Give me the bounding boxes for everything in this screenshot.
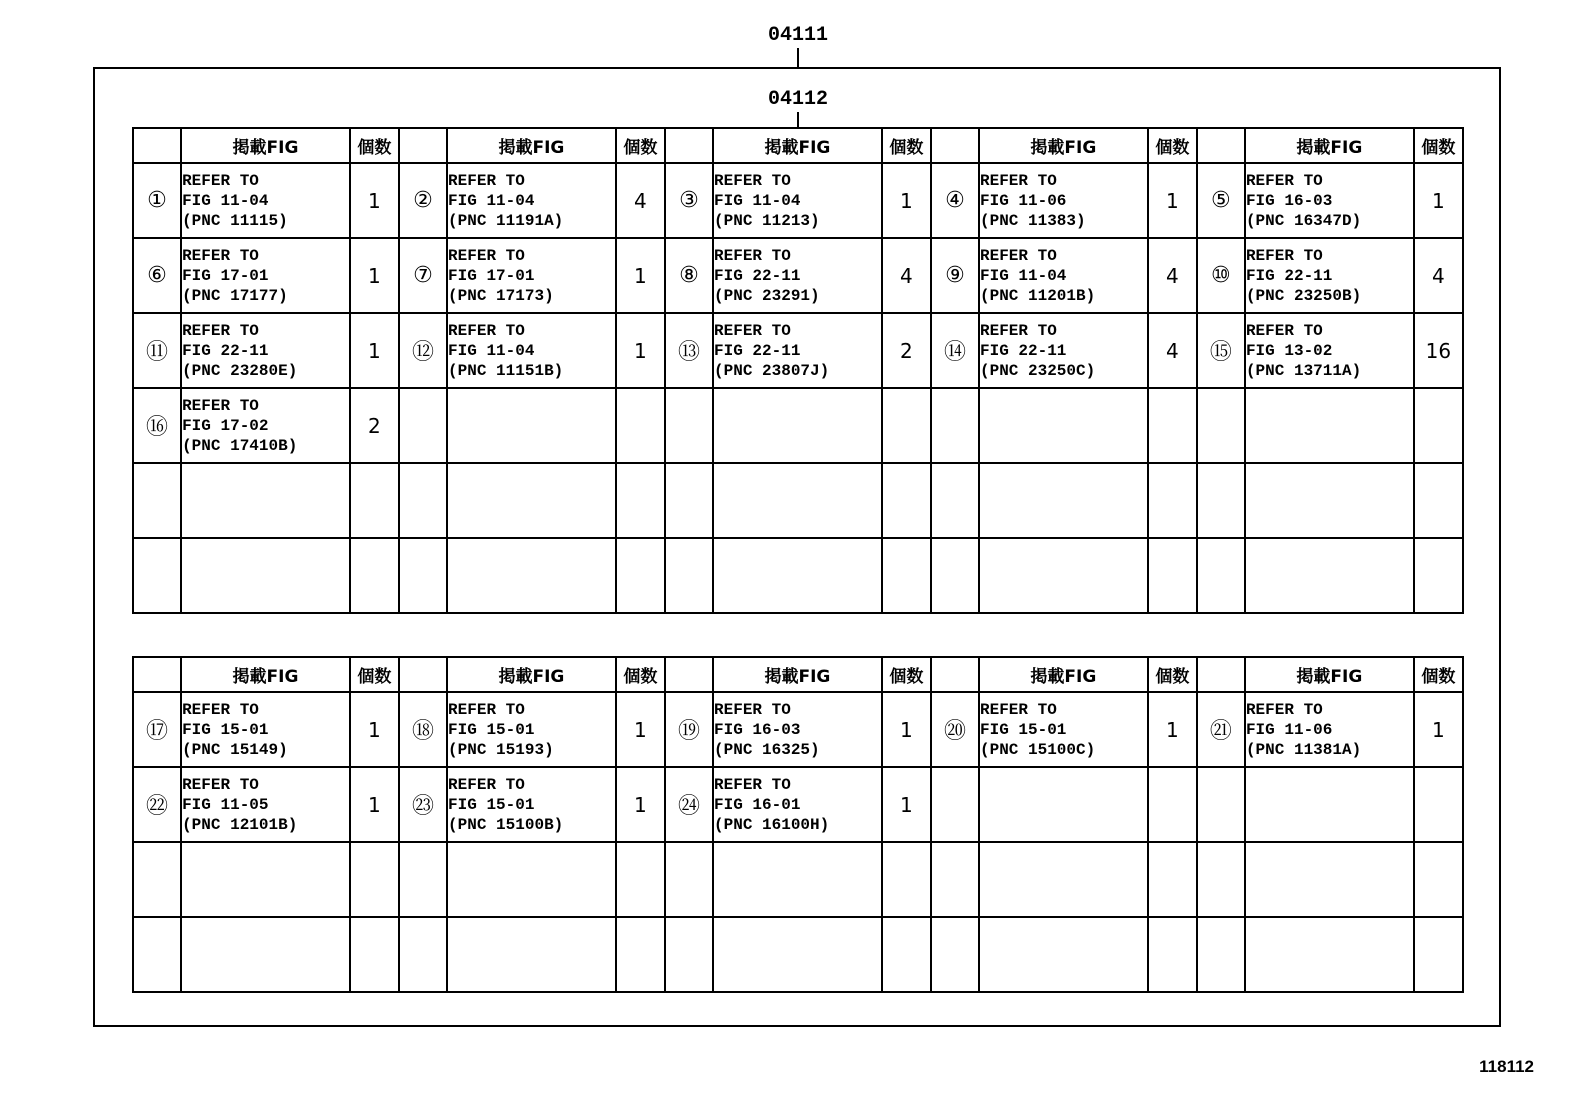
header-qty: 個数 [1148, 657, 1197, 692]
item-quantity: 4 [616, 163, 665, 238]
figure-reference [979, 238, 1148, 313]
item-quantity: 1 [350, 692, 399, 767]
reference-line: REFER TO [1245, 171, 1323, 190]
figure-reference [713, 917, 882, 992]
table-row [133, 388, 1463, 463]
item-number [399, 463, 447, 538]
item-quantity: 1 [616, 692, 665, 767]
reference-line: FIG 11-06 [979, 191, 1067, 210]
figure-reference [979, 313, 1148, 388]
item-number: ① [133, 163, 181, 238]
header-qty: 個数 [1148, 128, 1197, 163]
item-number [931, 388, 979, 463]
item-quantity: 1 [350, 313, 399, 388]
figure-reference [1245, 388, 1414, 463]
figure-reference [181, 842, 350, 917]
reference-line: REFER TO [979, 321, 1057, 340]
item-quantity: 1 [350, 767, 399, 842]
reference-line: (PNC 16325) [714, 740, 820, 759]
item-number [133, 917, 181, 992]
item-number [133, 538, 181, 613]
figure-reference [181, 692, 350, 767]
header-num-cell [931, 657, 979, 692]
reference-line: REFER TO [979, 171, 1057, 190]
item-quantity: 1 [616, 238, 665, 313]
figure-reference [1245, 767, 1414, 842]
item-number [931, 917, 979, 992]
item-quantity [1148, 767, 1197, 842]
item-number: ⑤ [1197, 163, 1245, 238]
parts-table-bottom [132, 656, 1464, 993]
item-quantity: 1 [1148, 692, 1197, 767]
reference-line: FIG 11-06 [1245, 720, 1333, 739]
table-row [133, 463, 1463, 538]
item-quantity: 4 [882, 238, 931, 313]
item-quantity: 1 [1148, 163, 1197, 238]
item-number [665, 842, 713, 917]
reference-line: REFER TO [448, 246, 525, 265]
reference-line: (PNC 23807J) [714, 361, 830, 380]
figure-reference [713, 313, 882, 388]
item-number: ⑬ [665, 313, 713, 388]
figure-reference [979, 692, 1148, 767]
figure-reference [181, 463, 350, 538]
item-number: ⑱ [399, 692, 447, 767]
item-number [931, 767, 979, 842]
figure-reference [447, 463, 616, 538]
item-quantity [616, 842, 665, 917]
item-number [1197, 388, 1245, 463]
header-qty: 個数 [882, 657, 931, 692]
reference-line: (PNC 11381A) [1245, 740, 1362, 759]
item-number [133, 842, 181, 917]
item-number: ⑮ [1197, 313, 1245, 388]
item-quantity: 1 [882, 767, 931, 842]
item-quantity: 1 [616, 767, 665, 842]
figure-reference [979, 767, 1148, 842]
header-fig: 掲載FIG [447, 657, 616, 692]
header-num-cell [931, 128, 979, 163]
reference-line: REFER TO [714, 321, 791, 340]
item-number [399, 917, 447, 992]
header-fig: 掲載FIG [181, 657, 350, 692]
reference-line: FIG 17-02 [182, 416, 269, 435]
reference-line: REFER TO [979, 700, 1057, 719]
reference-line: (PNC 23291) [714, 286, 820, 305]
item-quantity: 2 [350, 388, 399, 463]
reference-line: FIG 11-04 [182, 191, 269, 210]
item-quantity: 1 [882, 163, 931, 238]
item-quantity [1414, 388, 1463, 463]
header-num-cell [1197, 128, 1245, 163]
figure-reference [713, 388, 882, 463]
item-quantity [1148, 917, 1197, 992]
figure-reference [181, 767, 350, 842]
table-row [133, 842, 1463, 917]
reference-line: REFER TO [448, 775, 525, 794]
header-num-cell [399, 657, 447, 692]
header-fig: 掲載FIG [713, 128, 882, 163]
reference-line: FIG 13-02 [1245, 341, 1333, 360]
item-number: ⑭ [931, 313, 979, 388]
item-quantity [1414, 538, 1463, 613]
item-quantity [616, 538, 665, 613]
reference-line: REFER TO [1245, 700, 1323, 719]
header-num-cell [133, 657, 181, 692]
figure-reference [181, 238, 350, 313]
reference-line: (PNC 23250C) [979, 361, 1096, 380]
item-number [931, 842, 979, 917]
figure-reference [713, 692, 882, 767]
figure-reference [979, 388, 1148, 463]
reference-line: FIG 15-01 [448, 720, 535, 739]
reference-line: (PNC 12101B) [182, 815, 298, 834]
item-number [399, 538, 447, 613]
table-row [133, 163, 1463, 238]
figure-reference [979, 917, 1148, 992]
figure-reference [447, 767, 616, 842]
reference-line: (PNC 17410B) [182, 436, 298, 455]
item-number: ⑲ [665, 692, 713, 767]
reference-line: FIG 16-03 [1245, 191, 1333, 210]
figure-reference [447, 692, 616, 767]
figure-reference [713, 842, 882, 917]
item-number [1197, 463, 1245, 538]
item-quantity: 4 [1148, 238, 1197, 313]
item-number [931, 538, 979, 613]
figure-reference [713, 767, 882, 842]
figure-reference [1245, 238, 1414, 313]
item-quantity: 1 [1414, 163, 1463, 238]
reference-line: REFER TO [448, 321, 525, 340]
reference-line: (PNC 11115) [182, 211, 288, 230]
outer-leader-line [797, 48, 799, 67]
figure-reference [979, 842, 1148, 917]
item-quantity: 2 [882, 313, 931, 388]
item-number: ④ [931, 163, 979, 238]
figure-reference [713, 463, 882, 538]
header-fig: 掲載FIG [1245, 657, 1414, 692]
item-number [399, 388, 447, 463]
item-number [931, 463, 979, 538]
item-number [665, 388, 713, 463]
reference-line: FIG 22-11 [714, 341, 801, 360]
item-number [1197, 842, 1245, 917]
item-number [1197, 767, 1245, 842]
figure-reference [1245, 163, 1414, 238]
reference-line: (PNC 17177) [182, 286, 288, 305]
item-quantity [1148, 538, 1197, 613]
item-number: ⑧ [665, 238, 713, 313]
reference-line: (PNC 15193) [448, 740, 554, 759]
item-quantity [1148, 463, 1197, 538]
figure-reference [979, 163, 1148, 238]
figure-reference [447, 238, 616, 313]
reference-line: FIG 11-04 [714, 191, 801, 210]
reference-line: FIG 22-11 [182, 341, 269, 360]
header-fig: 掲載FIG [447, 128, 616, 163]
item-number: ⑩ [1197, 238, 1245, 313]
reference-line: REFER TO [182, 775, 259, 794]
reference-line: REFER TO [182, 396, 259, 415]
item-quantity: 1 [1414, 692, 1463, 767]
reference-line: FIG 16-03 [714, 720, 801, 739]
header-num-cell [399, 128, 447, 163]
reference-line: (PNC 13711A) [1245, 361, 1362, 380]
reference-line: REFER TO [1245, 321, 1323, 340]
figure-reference [447, 388, 616, 463]
item-number: ③ [665, 163, 713, 238]
reference-line: REFER TO [182, 700, 259, 719]
header-num-cell [665, 128, 713, 163]
item-number [1197, 917, 1245, 992]
reference-line: REFER TO [182, 171, 259, 190]
header-qty: 個数 [882, 128, 931, 163]
header-fig: 掲載FIG [979, 128, 1148, 163]
item-number [1197, 538, 1245, 613]
item-quantity [350, 917, 399, 992]
header-fig: 掲載FIG [979, 657, 1148, 692]
reference-line: REFER TO [714, 700, 791, 719]
reference-line: (PNC 16347D) [1245, 211, 1362, 230]
item-quantity [616, 463, 665, 538]
illustration-code: 118112 [1479, 1057, 1534, 1076]
item-quantity: 1 [350, 238, 399, 313]
figure-reference [979, 538, 1148, 613]
item-quantity [882, 463, 931, 538]
table-row [133, 692, 1463, 767]
reference-line: (PNC 15100C) [979, 740, 1096, 759]
reference-line: FIG 15-01 [448, 795, 535, 814]
item-number: ⑦ [399, 238, 447, 313]
figure-reference [181, 163, 350, 238]
reference-line: REFER TO [714, 775, 791, 794]
item-number [665, 917, 713, 992]
reference-line: FIG 11-04 [979, 266, 1067, 285]
figure-reference [447, 313, 616, 388]
item-number [665, 463, 713, 538]
reference-line: FIG 17-01 [182, 266, 269, 285]
reference-line: FIG 15-01 [979, 720, 1067, 739]
item-number [133, 463, 181, 538]
header-qty: 個数 [1414, 128, 1463, 163]
figure-reference [713, 538, 882, 613]
item-number: ⑥ [133, 238, 181, 313]
figure-reference [1245, 313, 1414, 388]
item-quantity: 16 [1414, 313, 1463, 388]
item-quantity: 1 [616, 313, 665, 388]
reference-line: (PNC 23280E) [182, 361, 298, 380]
item-quantity: 1 [350, 163, 399, 238]
table-row [133, 238, 1463, 313]
reference-line: (PNC 11383) [979, 211, 1086, 230]
reference-line: FIG 11-04 [448, 191, 535, 210]
item-quantity [350, 842, 399, 917]
reference-line: (PNC 23250B) [1245, 286, 1362, 305]
item-quantity [616, 917, 665, 992]
figure-reference [181, 313, 350, 388]
item-quantity [882, 842, 931, 917]
figure-reference [181, 538, 350, 613]
header-qty: 個数 [616, 657, 665, 692]
item-quantity [1148, 842, 1197, 917]
item-number: ㉒ [133, 767, 181, 842]
header-qty: 個数 [350, 657, 399, 692]
table-row [133, 313, 1463, 388]
header-num-cell [133, 128, 181, 163]
header-row [133, 128, 1463, 163]
reference-line: (PNC 11151B) [448, 361, 564, 380]
figure-reference [447, 842, 616, 917]
reference-line: (PNC 16100H) [714, 815, 830, 834]
reference-line: FIG 22-11 [714, 266, 801, 285]
inner-leader-line [797, 112, 799, 127]
figure-reference [1245, 917, 1414, 992]
reference-line: (PNC 11213) [714, 211, 820, 230]
header-num-cell [665, 657, 713, 692]
reference-line: FIG 17-01 [448, 266, 535, 285]
item-quantity [882, 388, 931, 463]
reference-line: (PNC 11201B) [979, 286, 1096, 305]
parts-table-top [132, 127, 1464, 614]
reference-line: FIG 22-11 [1245, 266, 1333, 285]
item-quantity [1148, 388, 1197, 463]
item-quantity [1414, 463, 1463, 538]
figure-reference [447, 917, 616, 992]
item-quantity [350, 463, 399, 538]
item-number: ㉑ [1197, 692, 1245, 767]
table-row [133, 767, 1463, 842]
item-number: ⑳ [931, 692, 979, 767]
item-number: ㉓ [399, 767, 447, 842]
header-qty: 個数 [350, 128, 399, 163]
item-number [399, 842, 447, 917]
reference-line: FIG 22-11 [979, 341, 1067, 360]
outer-assembly-label: 04111 [768, 24, 829, 47]
table-row [133, 917, 1463, 992]
item-quantity [882, 538, 931, 613]
header-fig: 掲載FIG [713, 657, 882, 692]
reference-line: REFER TO [1245, 246, 1323, 265]
header-qty: 個数 [616, 128, 665, 163]
reference-line: REFER TO [979, 246, 1057, 265]
figure-reference [181, 388, 350, 463]
item-number: ⑪ [133, 313, 181, 388]
reference-line: REFER TO [448, 171, 525, 190]
inner-assembly-label: 04112 [768, 88, 829, 111]
figure-reference [713, 238, 882, 313]
item-quantity [1414, 767, 1463, 842]
item-quantity [1414, 917, 1463, 992]
reference-line: REFER TO [714, 246, 791, 265]
figure-reference [1245, 463, 1414, 538]
figure-reference [447, 538, 616, 613]
item-number: ⑨ [931, 238, 979, 313]
item-quantity: 4 [1148, 313, 1197, 388]
figure-reference [447, 163, 616, 238]
reference-line: REFER TO [448, 700, 525, 719]
reference-line: REFER TO [714, 171, 791, 190]
reference-line: (PNC 15100B) [448, 815, 564, 834]
figure-reference [979, 463, 1148, 538]
item-quantity: 1 [882, 692, 931, 767]
figure-reference [1245, 538, 1414, 613]
reference-line: (PNC 17173) [448, 286, 554, 305]
item-quantity [616, 388, 665, 463]
header-fig: 掲載FIG [1245, 128, 1414, 163]
reference-line: FIG 11-04 [448, 341, 535, 360]
item-number: ㉔ [665, 767, 713, 842]
header-qty: 個数 [1414, 657, 1463, 692]
item-number [665, 538, 713, 613]
header-fig: 掲載FIG [181, 128, 350, 163]
reference-line: FIG 11-05 [182, 795, 269, 814]
reference-line: FIG 16-01 [714, 795, 801, 814]
item-number: ⑰ [133, 692, 181, 767]
header-row [133, 657, 1463, 692]
item-quantity [1414, 842, 1463, 917]
figure-reference [1245, 842, 1414, 917]
header-num-cell [1197, 657, 1245, 692]
figure-reference [181, 917, 350, 992]
item-quantity: 4 [1414, 238, 1463, 313]
reference-line: (PNC 11191A) [448, 211, 564, 230]
item-number: ⑫ [399, 313, 447, 388]
reference-line: REFER TO [182, 321, 259, 340]
figure-reference [713, 163, 882, 238]
reference-line: (PNC 15149) [182, 740, 288, 759]
reference-line: REFER TO [182, 246, 259, 265]
item-quantity [350, 538, 399, 613]
table-row [133, 538, 1463, 613]
item-quantity [882, 917, 931, 992]
item-number: ② [399, 163, 447, 238]
reference-line: FIG 15-01 [182, 720, 269, 739]
item-number: ⑯ [133, 388, 181, 463]
figure-reference [1245, 692, 1414, 767]
